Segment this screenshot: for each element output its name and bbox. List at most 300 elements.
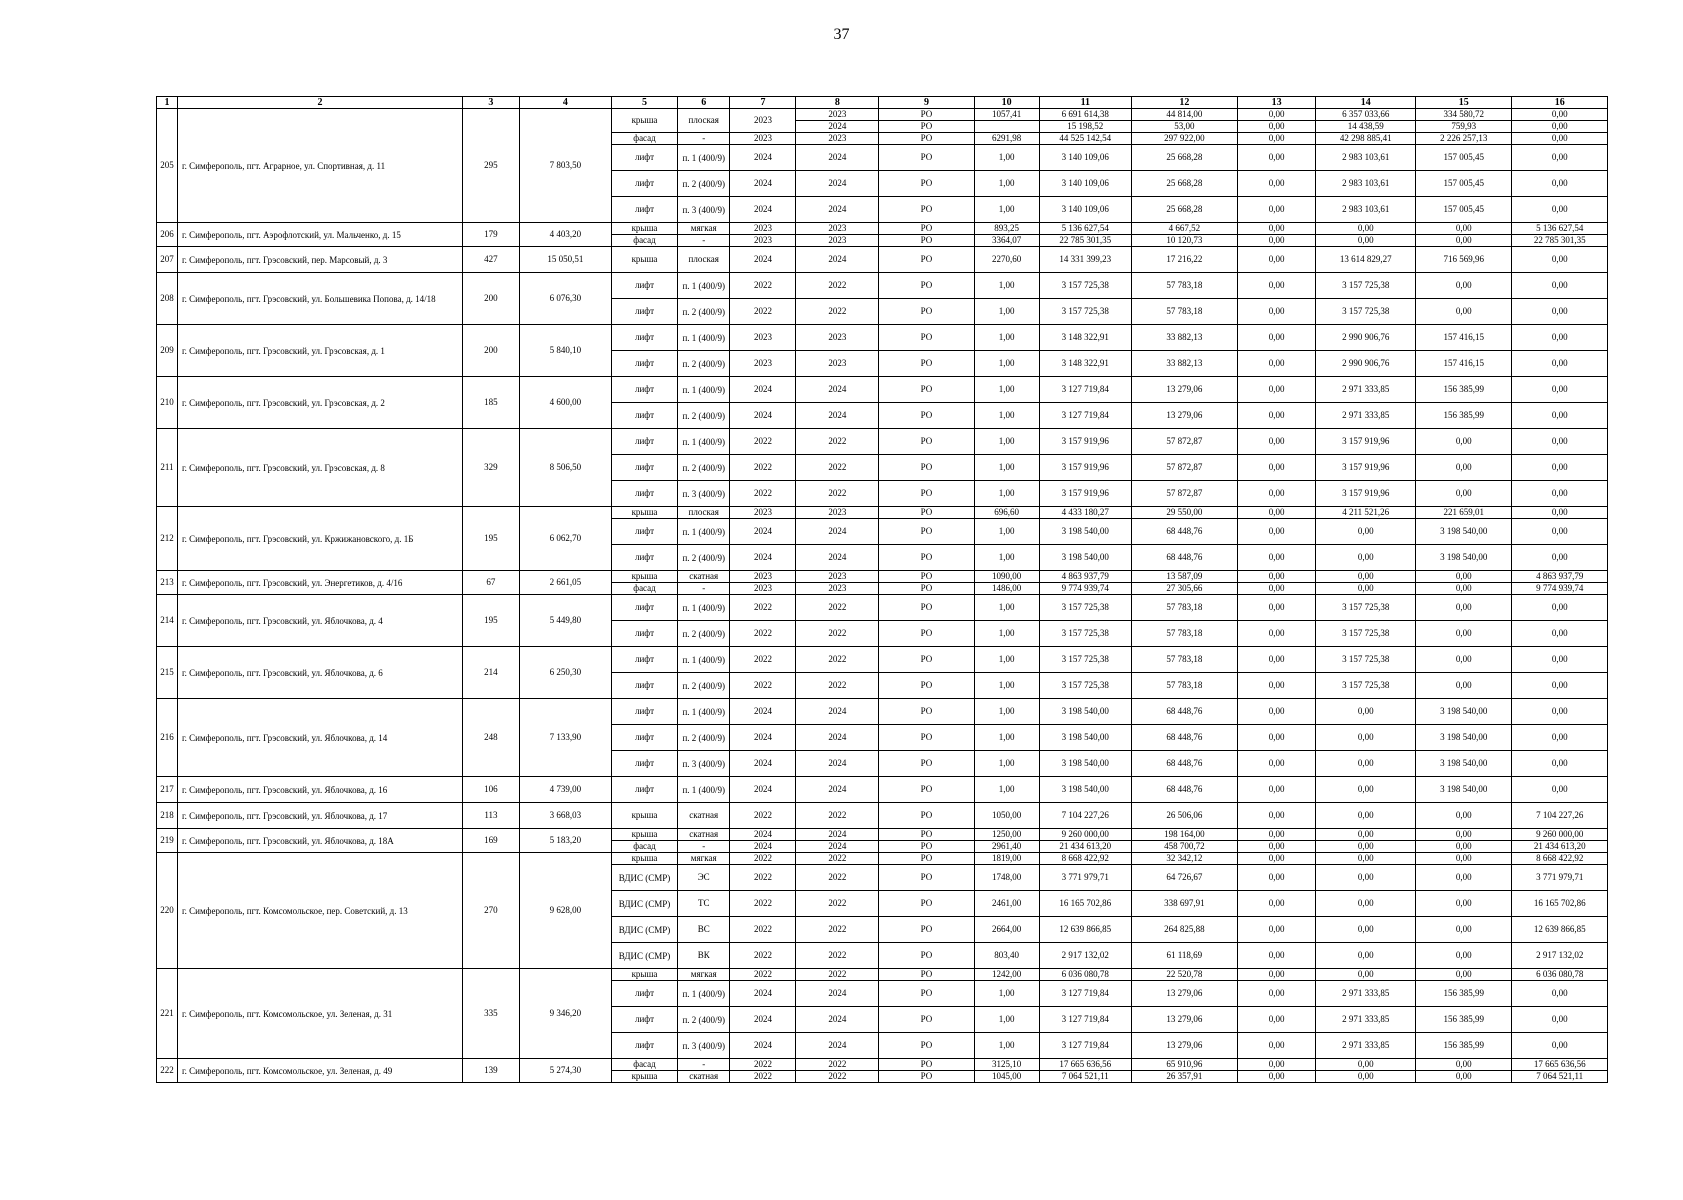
element-type: лифт	[611, 325, 677, 351]
unit-cost: 61 118,69	[1131, 943, 1237, 969]
fund-municipal: 0,00	[1416, 891, 1512, 917]
plan-year: 2022	[730, 481, 796, 507]
address: г. Симферополь, пгт. Комсомольское, ул. Зеленая, д. 31	[177, 969, 462, 1059]
fund-owner: 0,00	[1237, 121, 1316, 133]
total-cost: 3 198 540,00	[1039, 699, 1131, 725]
executor: РО	[879, 943, 974, 969]
record-number: 209	[157, 325, 178, 377]
unit-cost: 65 910,96	[1131, 1059, 1237, 1071]
record-number: 205	[157, 109, 178, 223]
fund-other: 5 136 627,54	[1512, 223, 1608, 235]
fund-owner: 0,00	[1237, 803, 1316, 829]
plan-year: 2024	[730, 1033, 796, 1059]
fund-municipal: 3 198 540,00	[1416, 545, 1512, 571]
executor: РО	[879, 1059, 974, 1071]
fund-region: 2 983 103,61	[1316, 197, 1416, 223]
record-number: 212	[157, 507, 178, 571]
volume: 1,00	[974, 981, 1039, 1007]
fund-municipal: 0,00	[1416, 803, 1512, 829]
executor: РО	[879, 595, 974, 621]
fact-year: 2024	[796, 519, 879, 545]
element-subtype: мягкая	[678, 853, 730, 865]
volume: 1090,00	[974, 571, 1039, 583]
total-cost: 3 198 540,00	[1039, 751, 1131, 777]
total-cost: 3 148 322,91	[1039, 351, 1131, 377]
fund-other: 16 165 702,86	[1512, 891, 1608, 917]
element-type: ВДИС (СМР)	[611, 865, 677, 891]
fund-other: 0,00	[1512, 777, 1608, 803]
element-subtype: плоская	[678, 247, 730, 273]
fact-year: 2023	[796, 235, 879, 247]
fact-year: 2023	[796, 507, 879, 519]
element-type: крыша	[611, 247, 677, 273]
fact-year: 2022	[796, 299, 879, 325]
fact-year: 2022	[796, 803, 879, 829]
total-cost: 3 157 919,96	[1039, 481, 1131, 507]
record-number: 208	[157, 273, 178, 325]
fund-region: 0,00	[1316, 235, 1416, 247]
element-subtype: -	[678, 841, 730, 853]
address: г. Симферополь, пгт. Грэсовский, ул. Яблочкова, д. 14	[177, 699, 462, 777]
element-subtype: скатная	[678, 1071, 730, 1083]
fund-municipal: 157 005,45	[1416, 197, 1512, 223]
record-number: 214	[157, 595, 178, 647]
building-area: 5 840,10	[519, 325, 611, 377]
element-subtype: ВК	[678, 943, 730, 969]
fact-year: 2022	[796, 429, 879, 455]
executor: РО	[879, 571, 974, 583]
element-type: крыша	[611, 829, 677, 841]
column-number: 12	[1131, 97, 1237, 109]
page-number: 37	[833, 26, 850, 43]
total-cost: 3 771 979,71	[1039, 865, 1131, 891]
fact-year: 2024	[796, 1033, 879, 1059]
total-cost: 6 036 080,78	[1039, 969, 1131, 981]
plan-year: 2024	[730, 725, 796, 751]
total-cost: 3 140 109,06	[1039, 145, 1131, 171]
executor: РО	[879, 109, 974, 121]
plan-year: 2023	[730, 325, 796, 351]
plan-year: 2022	[730, 647, 796, 673]
unit-cost: 26 357,91	[1131, 1071, 1237, 1083]
fund-other: 0,00	[1512, 1033, 1608, 1059]
residents-count: 329	[463, 429, 520, 507]
fund-municipal: 156 385,99	[1416, 1033, 1512, 1059]
total-cost: 8 668 422,92	[1039, 853, 1131, 865]
fact-year: 2024	[796, 981, 879, 1007]
element-subtype: -	[678, 583, 730, 595]
unit-cost: 32 342,12	[1131, 853, 1237, 865]
fund-owner: 0,00	[1237, 351, 1316, 377]
unit-cost: 13 279,06	[1131, 1033, 1237, 1059]
fund-municipal: 2 226 257,13	[1416, 133, 1512, 145]
executor: РО	[879, 1033, 974, 1059]
fund-municipal: 0,00	[1416, 969, 1512, 981]
element-type: крыша	[611, 803, 677, 829]
fund-other: 0,00	[1512, 481, 1608, 507]
column-number: 11	[1039, 97, 1131, 109]
volume: 1,00	[974, 1007, 1039, 1033]
element-type: лифт	[611, 377, 677, 403]
fund-region: 0,00	[1316, 223, 1416, 235]
fund-other: 0,00	[1512, 109, 1608, 121]
total-cost: 3 198 540,00	[1039, 777, 1131, 803]
volume: 1,00	[974, 429, 1039, 455]
fund-other: 8 668 422,92	[1512, 853, 1608, 865]
element-subtype: плоская	[678, 109, 730, 133]
unit-cost: 13 587,09	[1131, 571, 1237, 583]
element-type: крыша	[611, 969, 677, 981]
element-type: лифт	[611, 699, 677, 725]
executor: РО	[879, 621, 974, 647]
executor: РО	[879, 403, 974, 429]
executor: РО	[879, 247, 974, 273]
unit-cost: 297 922,00	[1131, 133, 1237, 145]
fund-owner: 0,00	[1237, 751, 1316, 777]
element-subtype: п. 1 (400/9)	[678, 981, 730, 1007]
element-type: лифт	[611, 595, 677, 621]
element-subtype: -	[678, 1059, 730, 1071]
record-number: 213	[157, 571, 178, 595]
fund-other: 0,00	[1512, 545, 1608, 571]
total-cost: 21 434 613,20	[1039, 841, 1131, 853]
fund-owner: 0,00	[1237, 725, 1316, 751]
plan-year: 2024	[730, 145, 796, 171]
record-number: 218	[157, 803, 178, 829]
executor: РО	[879, 273, 974, 299]
fact-year: 2022	[796, 455, 879, 481]
unit-cost: 13 279,06	[1131, 403, 1237, 429]
executor: РО	[879, 145, 974, 171]
executor: РО	[879, 829, 974, 841]
volume: 1,00	[974, 751, 1039, 777]
volume: 1050,00	[974, 803, 1039, 829]
residents-count: 335	[463, 969, 520, 1059]
fund-region: 2 983 103,61	[1316, 145, 1416, 171]
element-subtype: -	[678, 235, 730, 247]
fund-region: 0,00	[1316, 1071, 1416, 1083]
element-type: лифт	[611, 145, 677, 171]
executor: РО	[879, 429, 974, 455]
executor: РО	[879, 1071, 974, 1083]
residents-count: 106	[463, 777, 520, 803]
address: г. Симферополь, пгт. Грэсовский, ул. Яблочкова, д. 6	[177, 647, 462, 699]
volume: 1486,00	[974, 583, 1039, 595]
fund-region: 3 157 725,38	[1316, 621, 1416, 647]
plan-year: 2022	[730, 943, 796, 969]
volume: 1,00	[974, 145, 1039, 171]
element-subtype: мягкая	[678, 969, 730, 981]
executor: РО	[879, 455, 974, 481]
volume: 1,00	[974, 273, 1039, 299]
fund-other: 0,00	[1512, 171, 1608, 197]
unit-cost: 57 872,87	[1131, 429, 1237, 455]
volume: 6291,98	[974, 133, 1039, 145]
total-cost: 3 157 725,38	[1039, 621, 1131, 647]
residents-count: 295	[463, 109, 520, 223]
volume: 1,00	[974, 621, 1039, 647]
unit-cost: 57 872,87	[1131, 455, 1237, 481]
volume: 696,60	[974, 507, 1039, 519]
unit-cost: 13 279,06	[1131, 1007, 1237, 1033]
table-row	[157, 325, 1608, 351]
unit-cost: 44 814,00	[1131, 109, 1237, 121]
fund-region: 0,00	[1316, 751, 1416, 777]
unit-cost: 57 872,87	[1131, 481, 1237, 507]
volume: 1,00	[974, 545, 1039, 571]
column-number: 5	[611, 97, 677, 109]
executor: РО	[879, 865, 974, 891]
fund-region: 2 971 333,85	[1316, 377, 1416, 403]
volume: 1,00	[974, 647, 1039, 673]
plan-year: 2022	[730, 273, 796, 299]
total-cost: 3 157 725,38	[1039, 595, 1131, 621]
plan-year: 2022	[730, 1071, 796, 1083]
plan-year: 2022	[730, 1059, 796, 1071]
building-area: 9 346,20	[519, 969, 611, 1059]
fund-municipal: 156 385,99	[1416, 981, 1512, 1007]
executor: РО	[879, 121, 974, 133]
executor: РО	[879, 325, 974, 351]
executor: РО	[879, 853, 974, 865]
fact-year: 2024	[796, 725, 879, 751]
fund-municipal: 3 198 540,00	[1416, 725, 1512, 751]
address: г. Симферополь, пгт. Грэсовский, ул. Грэсовская, д. 8	[177, 429, 462, 507]
fact-year: 2022	[796, 943, 879, 969]
total-cost: 3 127 719,84	[1039, 1033, 1131, 1059]
executor: РО	[879, 299, 974, 325]
total-cost: 4 433 180,27	[1039, 507, 1131, 519]
fund-region: 2 971 333,85	[1316, 1033, 1416, 1059]
element-subtype: п. 1 (400/9)	[678, 377, 730, 403]
fund-owner: 0,00	[1237, 325, 1316, 351]
plan-year: 2022	[730, 969, 796, 981]
column-number: 2	[177, 97, 462, 109]
executor: РО	[879, 583, 974, 595]
volume: 1,00	[974, 481, 1039, 507]
residents-count: 427	[463, 247, 520, 273]
table-row	[157, 247, 1608, 273]
element-type: лифт	[611, 299, 677, 325]
volume: 1,00	[974, 455, 1039, 481]
volume: 2664,00	[974, 917, 1039, 943]
element-subtype: -	[678, 133, 730, 145]
total-cost: 17 665 636,56	[1039, 1059, 1131, 1071]
address: г. Симферополь, пгт. Грэсовский, ул. Большевика Попова, д. 14/18	[177, 273, 462, 325]
volume: 1,00	[974, 377, 1039, 403]
unit-cost: 13 279,06	[1131, 981, 1237, 1007]
plan-year: 2024	[730, 519, 796, 545]
unit-cost: 68 448,76	[1131, 699, 1237, 725]
record-number: 207	[157, 247, 178, 273]
element-subtype: ТС	[678, 891, 730, 917]
fund-other: 0,00	[1512, 507, 1608, 519]
fund-region: 3 157 919,96	[1316, 455, 1416, 481]
address: г. Симферополь, пгт. Аграрное, ул. Спортивная, д. 11	[177, 109, 462, 223]
unit-cost: 25 668,28	[1131, 145, 1237, 171]
executor: РО	[879, 545, 974, 571]
column-number: 16	[1512, 97, 1608, 109]
fund-municipal: 221 659,01	[1416, 507, 1512, 519]
fund-municipal: 0,00	[1416, 299, 1512, 325]
unit-cost: 68 448,76	[1131, 751, 1237, 777]
volume: 1819,00	[974, 853, 1039, 865]
building-area: 2 661,05	[519, 571, 611, 595]
fund-region: 3 157 725,38	[1316, 595, 1416, 621]
element-type: лифт	[611, 403, 677, 429]
executor: РО	[879, 377, 974, 403]
fund-other: 3 771 979,71	[1512, 865, 1608, 891]
total-cost: 44 525 142,54	[1039, 133, 1131, 145]
element-type: фасад	[611, 235, 677, 247]
plan-year: 2023	[730, 571, 796, 583]
fund-owner: 0,00	[1237, 841, 1316, 853]
fund-municipal: 0,00	[1416, 481, 1512, 507]
fact-year: 2022	[796, 891, 879, 917]
executor: РО	[879, 171, 974, 197]
table-row	[157, 803, 1608, 829]
unit-cost: 64 726,67	[1131, 865, 1237, 891]
fund-owner: 0,00	[1237, 865, 1316, 891]
volume: 1,00	[974, 197, 1039, 223]
fund-region: 2 990 906,76	[1316, 351, 1416, 377]
total-cost: 9 774 939,74	[1039, 583, 1131, 595]
residents-count: 185	[463, 377, 520, 429]
element-type: ВДИС (СМР)	[611, 891, 677, 917]
executor: РО	[879, 699, 974, 725]
unit-cost: 17 216,22	[1131, 247, 1237, 273]
element-type: лифт	[611, 171, 677, 197]
element-subtype: п. 3 (400/9)	[678, 1033, 730, 1059]
fund-region: 0,00	[1316, 803, 1416, 829]
executor: РО	[879, 519, 974, 545]
building-area: 9 628,00	[519, 853, 611, 969]
plan-year: 2022	[730, 917, 796, 943]
fund-municipal: 0,00	[1416, 273, 1512, 299]
executor: РО	[879, 841, 974, 853]
volume: 1,00	[974, 171, 1039, 197]
fund-other: 0,00	[1512, 519, 1608, 545]
fund-owner: 0,00	[1237, 829, 1316, 841]
table-row	[157, 109, 1608, 121]
address: г. Симферополь, пгт. Комсомольское, ул. Зеленая, д. 49	[177, 1059, 462, 1083]
fund-region: 0,00	[1316, 519, 1416, 545]
building-area: 6 250,30	[519, 647, 611, 699]
executor: РО	[879, 751, 974, 777]
fund-municipal: 157 416,15	[1416, 351, 1512, 377]
element-subtype: п. 2 (400/9)	[678, 673, 730, 699]
element-subtype: п. 2 (400/9)	[678, 1007, 730, 1033]
plan-year: 2022	[730, 621, 796, 647]
fact-year: 2024	[796, 145, 879, 171]
table-row	[157, 699, 1608, 725]
fund-owner: 0,00	[1237, 595, 1316, 621]
unit-cost: 27 305,66	[1131, 583, 1237, 595]
fund-other: 2 917 132,02	[1512, 943, 1608, 969]
plan-year: 2023	[730, 583, 796, 595]
fund-municipal: 0,00	[1416, 841, 1512, 853]
fund-region: 13 614 829,27	[1316, 247, 1416, 273]
residents-count: 248	[463, 699, 520, 777]
fund-owner: 0,00	[1237, 455, 1316, 481]
volume	[974, 121, 1039, 133]
volume: 1242,00	[974, 969, 1039, 981]
residents-count: 195	[463, 595, 520, 647]
fund-other: 0,00	[1512, 595, 1608, 621]
total-cost: 22 785 301,35	[1039, 235, 1131, 247]
fact-year: 2024	[796, 545, 879, 571]
table-row	[157, 1059, 1608, 1071]
element-subtype: п. 2 (400/9)	[678, 299, 730, 325]
fund-owner: 0,00	[1237, 145, 1316, 171]
element-type: лифт	[611, 481, 677, 507]
fact-year: 2022	[796, 865, 879, 891]
record-number: 222	[157, 1059, 178, 1083]
address: г. Симферополь, пгт. Грэсовский, ул. Яблочкова, д. 16	[177, 777, 462, 803]
executor: РО	[879, 481, 974, 507]
total-cost: 14 331 399,23	[1039, 247, 1131, 273]
fund-municipal: 157 005,45	[1416, 145, 1512, 171]
executor: РО	[879, 235, 974, 247]
fund-owner: 0,00	[1237, 699, 1316, 725]
fund-owner: 0,00	[1237, 1059, 1316, 1071]
table-row	[157, 853, 1608, 865]
plan-year: 2022	[730, 865, 796, 891]
fund-owner: 0,00	[1237, 571, 1316, 583]
fund-municipal: 0,00	[1416, 1059, 1512, 1071]
plan-year: 2024	[730, 1007, 796, 1033]
record-number: 211	[157, 429, 178, 507]
residents-count: 214	[463, 647, 520, 699]
fund-other: 0,00	[1512, 299, 1608, 325]
executor: РО	[879, 507, 974, 519]
fund-region: 0,00	[1316, 699, 1416, 725]
volume: 1057,41	[974, 109, 1039, 121]
fund-municipal: 0,00	[1416, 595, 1512, 621]
unit-cost: 264 825,88	[1131, 917, 1237, 943]
fact-year: 2024	[796, 403, 879, 429]
total-cost: 3 198 540,00	[1039, 725, 1131, 751]
volume: 1748,00	[974, 865, 1039, 891]
element-type: лифт	[611, 981, 677, 1007]
plan-year: 2024	[730, 197, 796, 223]
element-subtype: п. 2 (400/9)	[678, 351, 730, 377]
plan-year: 2024	[730, 403, 796, 429]
fund-other: 0,00	[1512, 455, 1608, 481]
fund-municipal: 3 198 540,00	[1416, 751, 1512, 777]
address: г. Симферополь, пгт. Грэсовский, ул. Яблочкова, д. 4	[177, 595, 462, 647]
table-row	[157, 507, 1608, 519]
total-cost: 9 260 000,00	[1039, 829, 1131, 841]
fund-region: 0,00	[1316, 545, 1416, 571]
fact-year: 2022	[796, 969, 879, 981]
element-type: лифт	[611, 725, 677, 751]
unit-cost: 57 783,18	[1131, 299, 1237, 325]
column-number-row	[157, 97, 1608, 109]
building-area: 3 668,03	[519, 803, 611, 829]
fund-municipal: 3 198 540,00	[1416, 519, 1512, 545]
fund-owner: 0,00	[1237, 777, 1316, 803]
fact-year: 2023	[796, 133, 879, 145]
element-type: крыша	[611, 223, 677, 235]
fact-year: 2023	[796, 571, 879, 583]
fact-year: 2024	[796, 777, 879, 803]
fund-other: 7 064 521,11	[1512, 1071, 1608, 1083]
fund-region: 6 357 033,66	[1316, 109, 1416, 121]
volume: 1,00	[974, 351, 1039, 377]
fact-year: 2024	[796, 699, 879, 725]
fund-region: 0,00	[1316, 841, 1416, 853]
